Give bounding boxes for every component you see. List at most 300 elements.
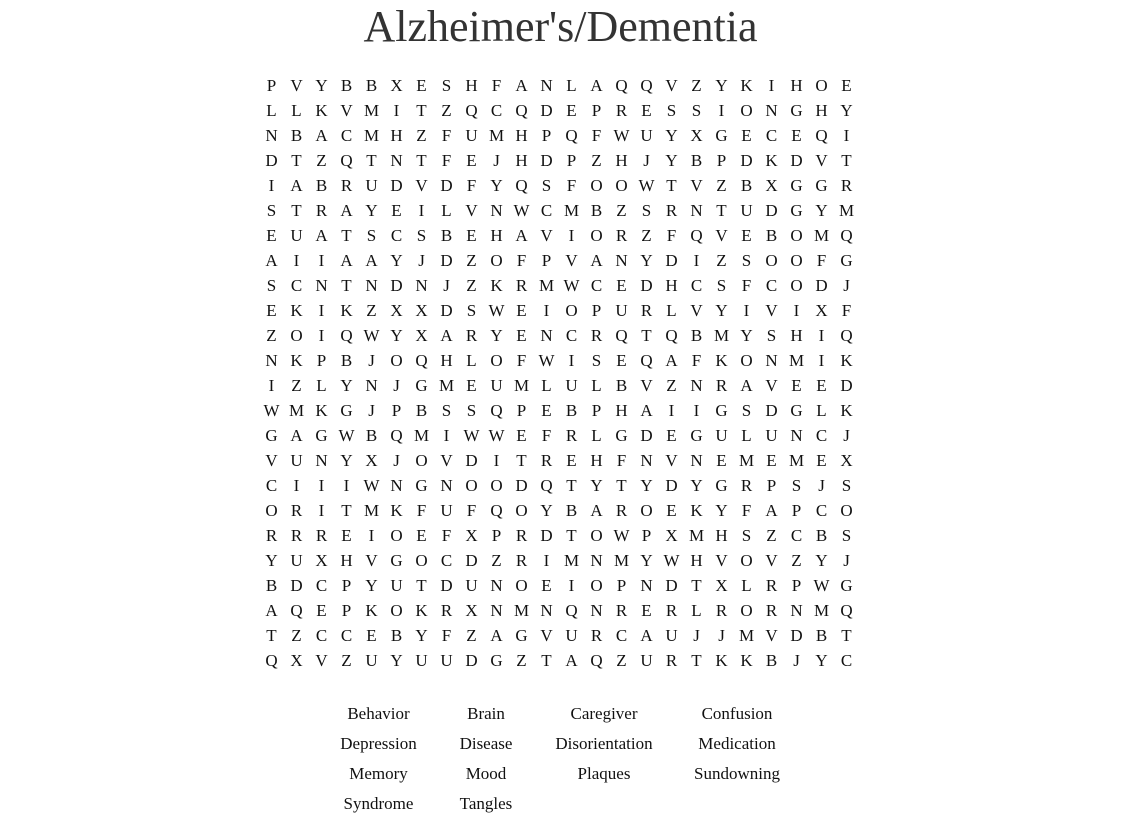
grid-letter: F <box>441 526 452 545</box>
grid-letter: S <box>841 476 852 495</box>
grid-letter: S <box>691 101 702 120</box>
grid-letter: C <box>765 276 778 295</box>
grid-letter: R <box>765 601 778 620</box>
grid-letter: E <box>566 101 577 120</box>
grid-letter: R <box>715 376 728 395</box>
grid-letter: P <box>266 76 277 95</box>
page-title: Alzheimer's/Dementia <box>363 2 758 51</box>
grid-letter: F <box>566 176 577 195</box>
grid-letter: V <box>665 451 678 470</box>
grid-letter: R <box>515 526 528 545</box>
grid-letter: N <box>790 426 803 445</box>
grid-letter: Z <box>316 151 327 170</box>
grid-letter: Z <box>616 651 627 670</box>
grid-letter: X <box>665 526 678 545</box>
grid-letter: Y <box>715 301 728 320</box>
grid-letter: R <box>315 201 328 220</box>
grid-letter: T <box>266 626 277 645</box>
grid-letter: Q <box>340 151 353 170</box>
grid-letter: Z <box>266 326 277 345</box>
grid-letter: U <box>615 301 628 320</box>
grid-letter: K <box>740 76 753 95</box>
grid-letter: G <box>415 376 428 395</box>
grid-letter: G <box>515 626 528 645</box>
grid-letter: J <box>493 151 500 170</box>
grid-letter: W <box>613 126 630 145</box>
grid-letter: R <box>840 176 853 195</box>
grid-letter: I <box>843 126 850 145</box>
grid-letter: I <box>493 451 500 470</box>
grid-letter: T <box>691 651 702 670</box>
grid-letter: Y <box>690 476 703 495</box>
grid-letter: O <box>390 601 403 620</box>
grid-letter: P <box>391 401 402 420</box>
grid-letter: G <box>315 426 328 445</box>
grid-letter: Y <box>340 376 353 395</box>
grid-letter: P <box>766 476 777 495</box>
grid-letter: E <box>741 226 752 245</box>
grid-letter: N <box>790 601 803 620</box>
grid-letter: B <box>565 501 578 520</box>
grid-letter: E <box>516 426 527 445</box>
grid-letter: O <box>815 76 828 95</box>
grid-letter: C <box>615 626 628 645</box>
grid-letter: O <box>590 526 603 545</box>
grid-letter: F <box>441 151 452 170</box>
grid-letter: Z <box>591 151 602 170</box>
word-list-item: Plaques <box>577 764 631 783</box>
grid-letter: P <box>591 401 602 420</box>
grid-letter: M <box>288 401 305 420</box>
grid-letter: G <box>790 101 803 120</box>
grid-letter: O <box>790 226 803 245</box>
grid-letter: J <box>843 551 850 570</box>
grid-letter: E <box>716 451 727 470</box>
grid-letter: R <box>590 326 603 345</box>
grid-letter: B <box>765 226 778 245</box>
grid-letter: U <box>640 651 653 670</box>
grid-letter: E <box>416 526 427 545</box>
grid-letter: P <box>591 101 602 120</box>
grid-letter: W <box>263 401 280 420</box>
grid-letter: A <box>365 251 378 270</box>
grid-letter: A <box>490 626 503 645</box>
grid-letter: Q <box>640 351 653 370</box>
grid-letter: F <box>741 501 752 520</box>
grid-letter: J <box>418 251 425 270</box>
word-list-item: Memory <box>349 764 408 783</box>
grid-letter: A <box>565 651 578 670</box>
grid-letter: K <box>840 401 853 420</box>
grid-letter: X <box>690 126 703 145</box>
grid-letter: U <box>715 426 728 445</box>
grid-letter: Y <box>390 651 403 670</box>
grid-letter: V <box>640 376 653 395</box>
grid-letter: U <box>365 176 378 195</box>
grid-letter: A <box>265 251 278 270</box>
grid-letter: Z <box>416 126 427 145</box>
word-list-item: Medication <box>698 734 776 753</box>
grid-letter: V <box>690 301 703 320</box>
grid-letter: O <box>740 101 753 120</box>
grid-letter: O <box>290 326 303 345</box>
grid-letter: U <box>465 126 478 145</box>
grid-letter: B <box>590 201 603 220</box>
grid-letter: N <box>415 276 428 295</box>
grid-letter: D <box>465 651 478 670</box>
grid-letter: U <box>490 376 503 395</box>
grid-letter: O <box>740 601 753 620</box>
grid-letter: Y <box>365 576 378 595</box>
grid-letter: I <box>293 476 300 495</box>
grid-letter: P <box>541 126 552 145</box>
grid-letter: S <box>541 176 552 195</box>
grid-letter: R <box>615 101 628 120</box>
grid-letter: E <box>541 401 552 420</box>
grid-letter: H <box>790 326 803 345</box>
grid-letter: U <box>440 651 453 670</box>
grid-letter: Q <box>490 401 503 420</box>
grid-letter: E <box>766 451 777 470</box>
grid-letter: I <box>443 426 450 445</box>
grid-letter: U <box>565 626 578 645</box>
grid-letter: Z <box>466 276 477 295</box>
grid-letter: Q <box>415 351 428 370</box>
grid-letter: M <box>538 276 555 295</box>
grid-letter: Y <box>540 501 553 520</box>
grid-letter: K <box>290 351 303 370</box>
grid-letter: L <box>591 376 602 395</box>
grid-letter: A <box>590 76 603 95</box>
grid-letter: N <box>540 326 553 345</box>
grid-letter: N <box>390 476 403 495</box>
grid-letter: K <box>390 501 403 520</box>
grid-letter: B <box>365 76 378 95</box>
grid-letter: I <box>293 251 300 270</box>
grid-letter: S <box>591 351 602 370</box>
grid-letter: R <box>615 501 628 520</box>
grid-letter: P <box>791 501 802 520</box>
grid-letter: Z <box>616 201 627 220</box>
grid-letter: Q <box>515 101 528 120</box>
grid-letter: A <box>515 76 528 95</box>
grid-letter: F <box>666 226 677 245</box>
grid-letter: D <box>540 151 553 170</box>
grid-letter: W <box>613 526 630 545</box>
grid-letter: I <box>693 251 700 270</box>
grid-letter: F <box>516 251 527 270</box>
grid-letter: F <box>466 176 477 195</box>
grid-letter: Q <box>615 326 628 345</box>
grid-letter: Y <box>715 501 728 520</box>
grid-letter: G <box>840 251 853 270</box>
grid-letter: T <box>291 201 302 220</box>
grid-letter: V <box>765 551 778 570</box>
grid-letter: S <box>466 401 477 420</box>
grid-letter: T <box>416 101 427 120</box>
grid-letter: C <box>490 101 503 120</box>
grid-letter: R <box>615 601 628 620</box>
grid-letter: P <box>641 526 652 545</box>
grid-letter: P <box>491 526 502 545</box>
grid-letter: S <box>741 251 752 270</box>
grid-letter: N <box>365 276 378 295</box>
grid-letter: M <box>738 626 755 645</box>
grid-letter: Y <box>665 126 678 145</box>
grid-letter: D <box>665 476 678 495</box>
grid-letter: C <box>340 626 353 645</box>
grid-letter: S <box>791 476 802 495</box>
grid-letter: A <box>290 426 303 445</box>
grid-letter: J <box>443 276 450 295</box>
grid-letter: G <box>265 426 278 445</box>
grid-letter: F <box>741 276 752 295</box>
grid-letter: V <box>765 376 778 395</box>
grid-letter: T <box>341 501 352 520</box>
grid-letter: O <box>640 501 653 520</box>
grid-letter: L <box>816 401 827 420</box>
grid-letter: J <box>393 376 400 395</box>
grid-letter: D <box>790 626 803 645</box>
grid-letter: Y <box>415 626 428 645</box>
grid-letter: L <box>541 376 552 395</box>
grid-letter: R <box>665 651 678 670</box>
grid-letter: L <box>591 426 602 445</box>
grid-letter: N <box>590 601 603 620</box>
grid-letter: Z <box>291 626 302 645</box>
grid-letter: E <box>791 376 802 395</box>
grid-letter: G <box>790 401 803 420</box>
grid-letter: D <box>390 276 403 295</box>
grid-letter: I <box>718 101 725 120</box>
grid-letter: A <box>340 201 353 220</box>
grid-letter: P <box>541 251 552 270</box>
grid-letter: H <box>515 151 528 170</box>
grid-letter: V <box>415 176 428 195</box>
grid-letter: I <box>268 376 275 395</box>
grid-letter: S <box>266 276 277 295</box>
grid-letter: D <box>765 401 778 420</box>
grid-letter: Q <box>840 226 853 245</box>
grid-letter: N <box>640 576 653 595</box>
grid-letter: M <box>513 376 530 395</box>
grid-letter: M <box>813 226 830 245</box>
grid-letter: O <box>265 501 278 520</box>
grid-letter: P <box>516 401 527 420</box>
grid-letter: L <box>316 376 327 395</box>
grid-letter: L <box>466 351 477 370</box>
grid-letter: G <box>840 576 853 595</box>
grid-letter: E <box>541 576 552 595</box>
grid-letter: Q <box>615 76 628 95</box>
grid-letter: D <box>740 151 753 170</box>
grid-letter: E <box>666 426 677 445</box>
grid-letter: G <box>690 426 703 445</box>
grid-letter: T <box>416 151 427 170</box>
grid-letter: G <box>415 476 428 495</box>
grid-letter: X <box>290 651 303 670</box>
grid-letter: H <box>490 226 503 245</box>
grid-letter: T <box>566 526 577 545</box>
grid-letter: U <box>565 376 578 395</box>
grid-letter: U <box>665 626 678 645</box>
grid-letter: K <box>715 651 728 670</box>
grid-letter: V <box>365 551 378 570</box>
grid-letter: X <box>390 301 403 320</box>
grid-letter: S <box>666 101 677 120</box>
grid-letter: C <box>440 551 453 570</box>
grid-letter: V <box>765 301 778 320</box>
grid-letter: N <box>265 126 278 145</box>
grid-letter: R <box>765 576 778 595</box>
grid-letter: B <box>290 126 303 145</box>
grid-letter: D <box>440 251 453 270</box>
grid-letter: O <box>415 551 428 570</box>
grid-letter: S <box>416 226 427 245</box>
grid-letter: D <box>840 376 853 395</box>
grid-letter: E <box>466 151 477 170</box>
grid-letter: C <box>315 576 328 595</box>
grid-letter: T <box>516 451 527 470</box>
grid-letter: V <box>690 176 703 195</box>
grid-letter: C <box>790 526 803 545</box>
grid-letter: Q <box>690 226 703 245</box>
grid-letter: E <box>516 326 527 345</box>
grid-letter: L <box>441 201 452 220</box>
grid-letter: W <box>488 426 505 445</box>
grid-letter: C <box>690 276 703 295</box>
grid-letter: G <box>390 551 403 570</box>
grid-letter: N <box>590 551 603 570</box>
grid-letter: M <box>688 526 705 545</box>
grid-letter: Y <box>840 101 853 120</box>
grid-letter: B <box>340 76 353 95</box>
grid-letter: A <box>515 226 528 245</box>
grid-letter: T <box>366 151 377 170</box>
grid-letter: N <box>390 151 403 170</box>
grid-letter: W <box>638 176 655 195</box>
grid-letter: I <box>268 176 275 195</box>
grid-letter: E <box>516 301 527 320</box>
grid-letter: T <box>341 276 352 295</box>
grid-letter: L <box>291 101 302 120</box>
grid-letter: R <box>565 426 578 445</box>
grid-letter: B <box>815 626 828 645</box>
grid-letter: X <box>415 326 428 345</box>
grid-letter: P <box>791 576 802 595</box>
grid-letter: W <box>338 426 355 445</box>
grid-letter: X <box>415 301 428 320</box>
grid-letter: G <box>715 126 728 145</box>
grid-letter: Y <box>815 201 828 220</box>
grid-letter: D <box>440 301 453 320</box>
grid-letter: E <box>466 226 477 245</box>
grid-letter: X <box>815 301 828 320</box>
grid-letter: G <box>715 476 728 495</box>
grid-letter: H <box>590 451 603 470</box>
grid-letter: T <box>716 201 727 220</box>
grid-letter: N <box>690 376 703 395</box>
grid-letter: Y <box>265 551 278 570</box>
grid-letter: R <box>265 526 278 545</box>
grid-letter: Q <box>290 601 303 620</box>
grid-letter: V <box>265 451 278 470</box>
grid-letter: V <box>665 76 678 95</box>
word-list <box>320 699 801 819</box>
grid-letter: J <box>843 276 850 295</box>
grid-letter: S <box>466 301 477 320</box>
grid-letter: C <box>815 426 828 445</box>
grid-letter: Y <box>640 476 653 495</box>
grid-letter: J <box>368 351 375 370</box>
grid-letter: V <box>715 226 728 245</box>
word-list-item: Brain <box>467 704 505 723</box>
grid-letter: O <box>490 351 503 370</box>
grid-letter: A <box>315 226 328 245</box>
grid-letter: Z <box>491 551 502 570</box>
grid-letter: G <box>715 401 728 420</box>
grid-letter: O <box>765 251 778 270</box>
grid-letter: B <box>740 176 753 195</box>
grid-letter: D <box>440 576 453 595</box>
grid-letter: U <box>440 501 453 520</box>
grid-letter: I <box>743 301 750 320</box>
grid-letter: R <box>590 626 603 645</box>
grid-letter: O <box>590 576 603 595</box>
grid-letter: A <box>665 351 678 370</box>
letter-grid <box>259 73 859 673</box>
grid-letter: H <box>465 76 478 95</box>
grid-letter: D <box>390 176 403 195</box>
grid-letter: I <box>318 326 325 345</box>
grid-letter: H <box>390 126 403 145</box>
grid-letter: O <box>415 451 428 470</box>
grid-letter: D <box>515 476 528 495</box>
grid-letter: T <box>291 151 302 170</box>
grid-letter: W <box>663 551 680 570</box>
grid-letter: C <box>565 326 578 345</box>
grid-letter: Z <box>716 251 727 270</box>
grid-letter: S <box>366 226 377 245</box>
grid-letter: A <box>340 251 353 270</box>
grid-letter: C <box>840 651 853 670</box>
word-list-item: Tangles <box>459 794 513 813</box>
grid-letter: S <box>266 201 277 220</box>
grid-letter: Q <box>665 326 678 345</box>
grid-letter: I <box>368 526 375 545</box>
grid-letter: K <box>740 651 753 670</box>
grid-letter: V <box>540 226 553 245</box>
grid-letter: G <box>340 401 353 420</box>
grid-letter: M <box>713 326 730 345</box>
grid-letter: F <box>691 351 702 370</box>
grid-letter: W <box>813 576 830 595</box>
grid-letter: P <box>341 601 352 620</box>
grid-letter: Z <box>466 251 477 270</box>
grid-letter: D <box>815 276 828 295</box>
grid-letter: H <box>690 551 703 570</box>
grid-letter: V <box>765 626 778 645</box>
grid-letter: Q <box>565 601 578 620</box>
grid-letter: I <box>568 226 575 245</box>
grid-letter: M <box>513 601 530 620</box>
grid-letter: O <box>465 476 478 495</box>
grid-letter: O <box>740 551 753 570</box>
grid-letter: O <box>790 276 803 295</box>
grid-letter: U <box>390 576 403 595</box>
grid-letter: P <box>341 576 352 595</box>
grid-letter: A <box>740 376 753 395</box>
